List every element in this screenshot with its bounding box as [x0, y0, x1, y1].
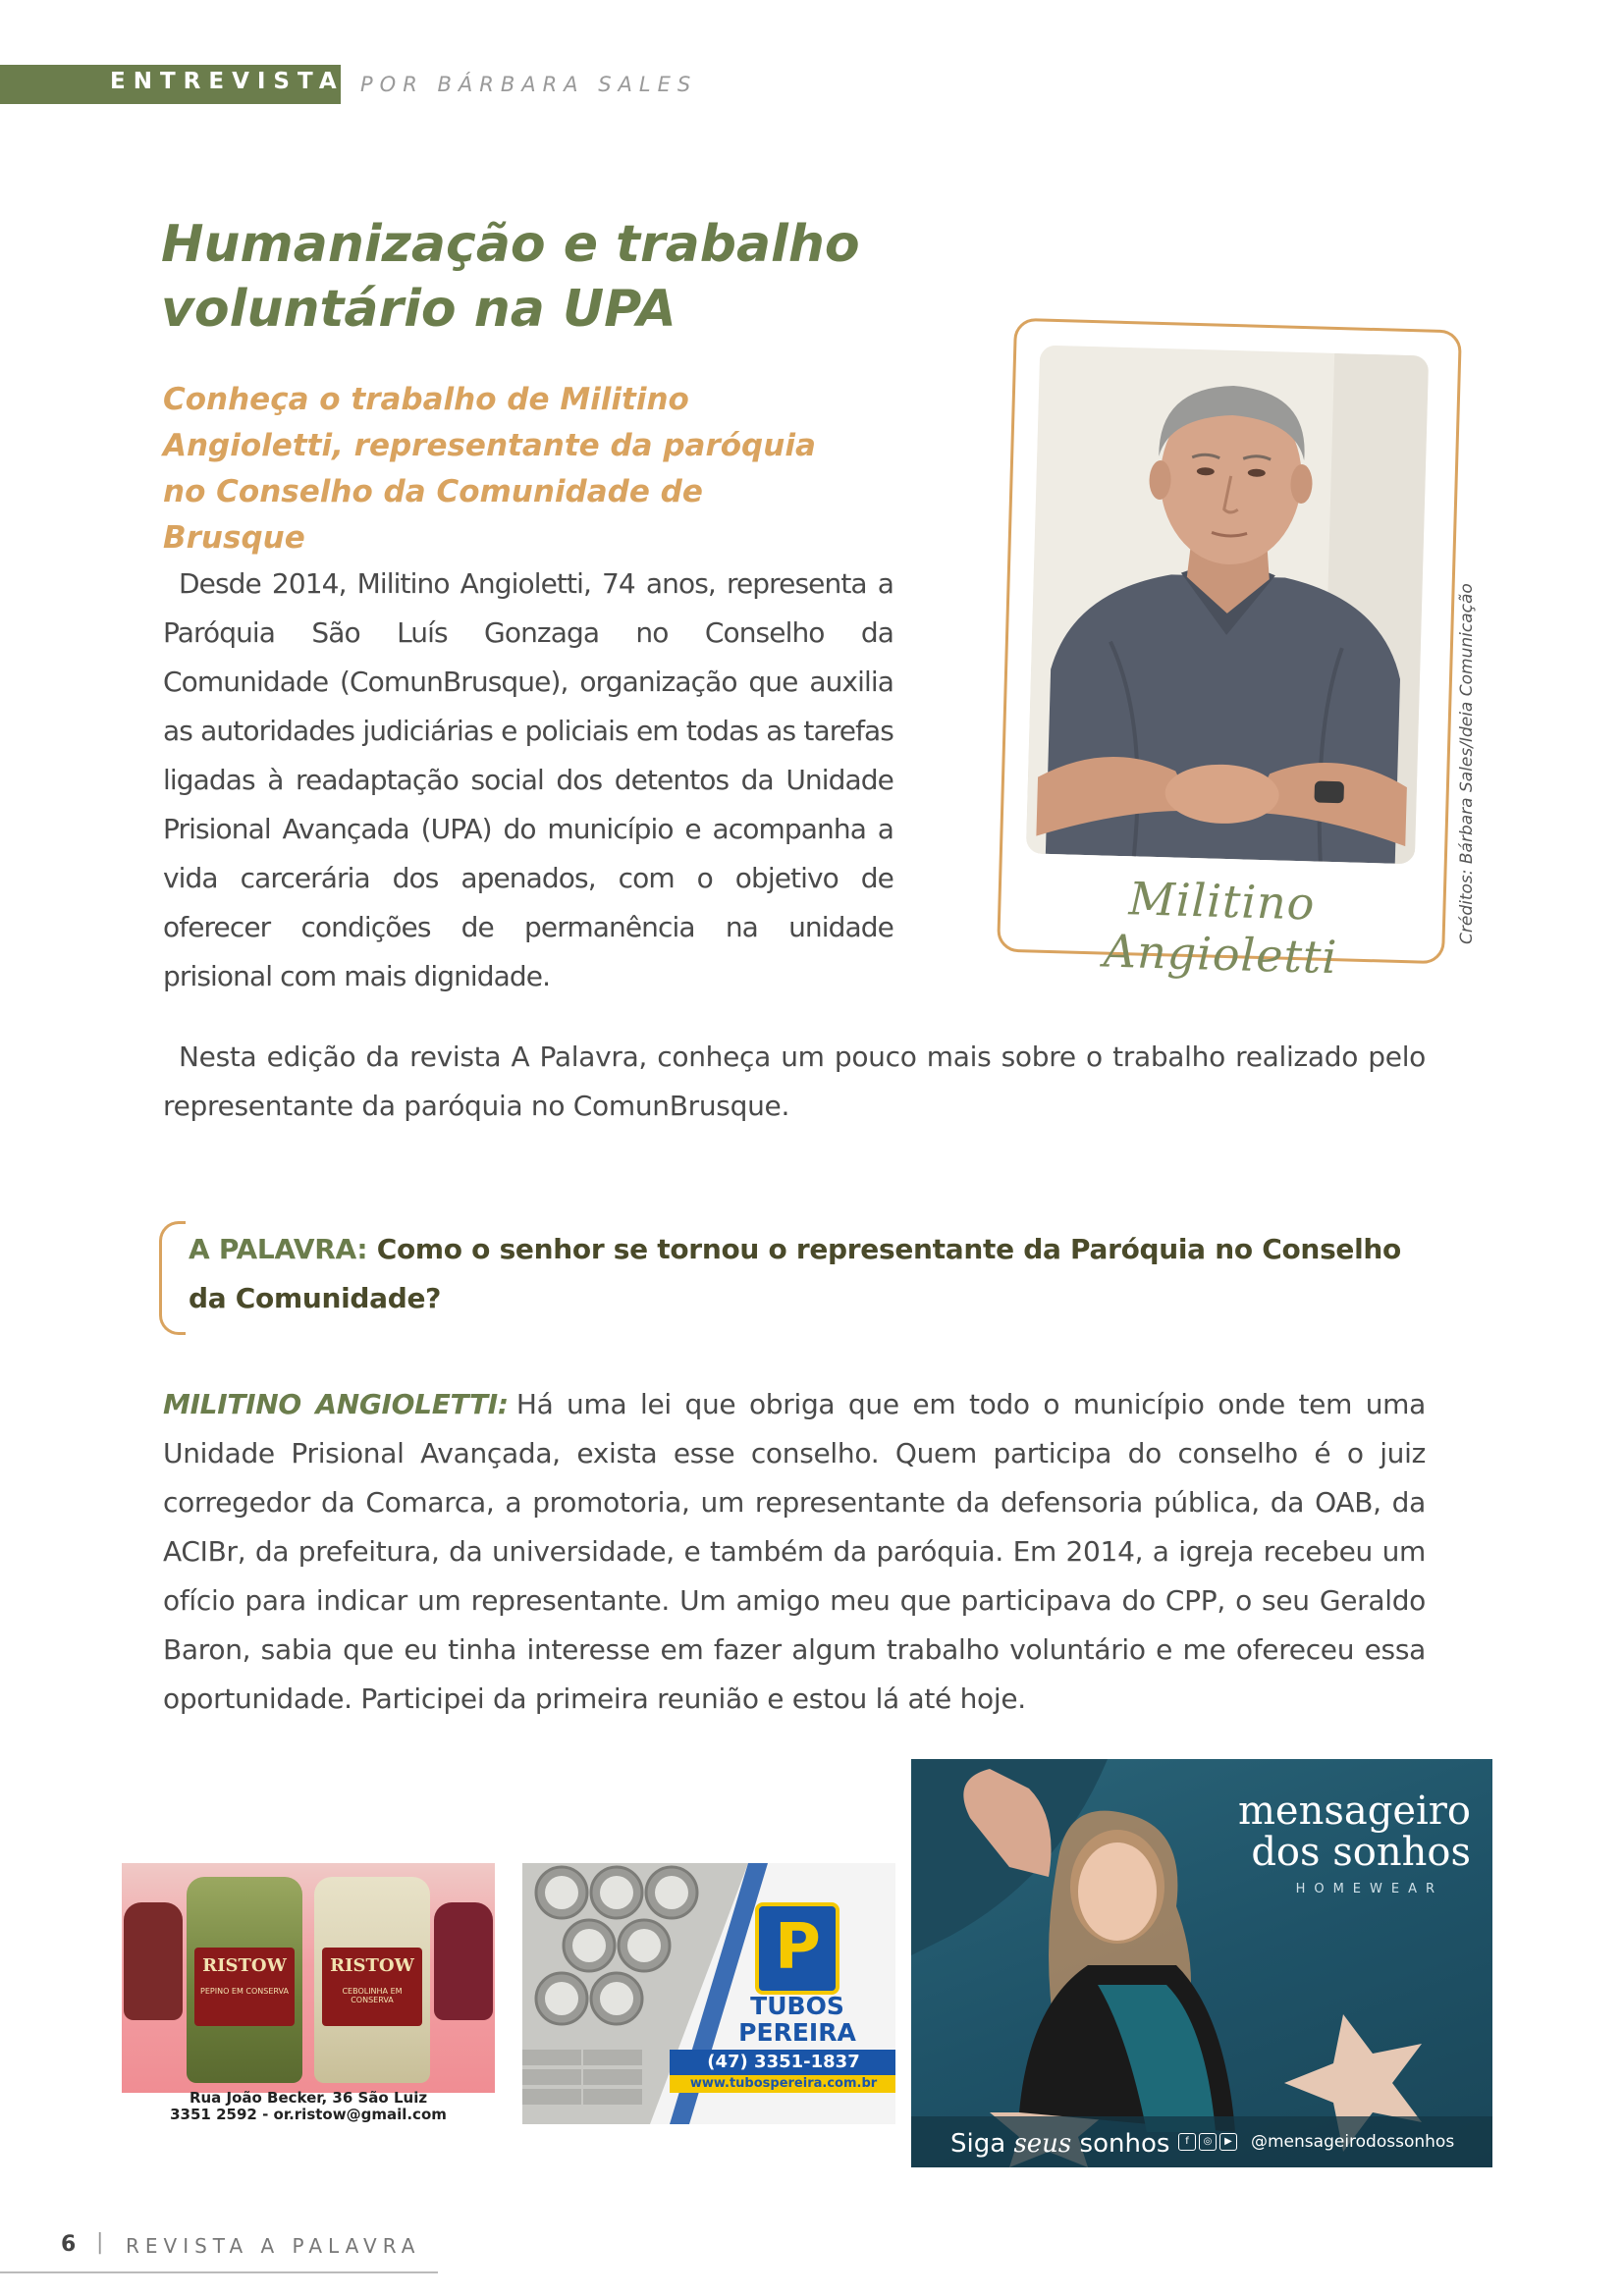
question-text: Como o senhor se tornou o representante da Paróquia no Conselho da Comunidade?	[189, 1233, 1401, 1314]
jar-onions	[314, 1877, 430, 2083]
mensageiro-tagline: HOMEWEAR	[1295, 1882, 1443, 1896]
social-icons	[1178, 2133, 1240, 2151]
ad-mensageiro-dos-sonhos[interactable]	[911, 1759, 1492, 2167]
portrait-illustration	[1026, 346, 1429, 865]
interview-question	[189, 1225, 1426, 1323]
mensageiro-brand-line1: mensageiro	[1237, 1789, 1471, 1834]
jar-pickles-brand: RISTOW	[202, 1955, 287, 1976]
jar-pickles	[187, 1877, 302, 2083]
page-number: 6	[61, 2232, 77, 2257]
ad-ristow[interactable]	[122, 1863, 495, 2124]
ad-ristow-contact: 3351 2592 - or.ristow@gmail.com	[170, 2106, 447, 2123]
youtube-icon[interactable]: ▶	[1219, 2133, 1237, 2151]
slogan-word-1: Siga	[950, 2129, 1006, 2159]
ad-ristow-address: Rua João Becker, 36 São Luiz	[189, 2089, 428, 2107]
answer-text: Há uma lei que obriga que em todo o município onde tem uma Unidade Prisional Avançada, exista esse conselho. Quem participa do conselho é o juiz corregedor da Comarca, a promotoria, um representante da defensoria pública, da OAB, da ACIBr, da prefeitura, da universidade, e também da paróquia. Em 2014, a igreja recebeu um ofício para indicar um representante. Um amigo meu que participava do CPP, o seu Geraldo Baron, sabia que eu tinha interesse em fazer algum trabalho voluntário e me ofereceu essa oportunidade. Participei da primeira reunião e estou lá até hoje.	[163, 1388, 1426, 1715]
tubos-phone: (47) 3351-1837	[670, 2050, 895, 2075]
second-paragraph: Nesta edição da revista A Palavra, conheça um pouco mais sobre o trabalho realizado pelo representante da paróquia no ComunBrusque.	[163, 1041, 1426, 1122]
facebook-icon[interactable]: f	[1178, 2133, 1196, 2151]
tubos-name	[724, 1993, 871, 2046]
ad-tubos-pereira[interactable]	[522, 1863, 895, 2124]
mensageiro-brand-line2: dos sonhos	[1251, 1830, 1471, 1875]
article-subtitle: Conheça o trabalho de Militino Angioletti, representante da paróquia no Conselho da Comunidade de Brusque	[163, 382, 816, 556]
jar-left-back	[124, 1902, 183, 2020]
question-label: A PALAVRA:	[189, 1233, 368, 1265]
tubos-logo-letter: P	[775, 1911, 821, 1984]
portrait-photo	[1026, 346, 1429, 865]
jar-onions-label: CEBOLINHA EM CONSERVA	[342, 1987, 403, 2004]
jar-onions-brand: RISTOW	[330, 1955, 414, 1976]
photo-credits: Créditos: Bárbara Sales/Ideia Comunicação	[1457, 583, 1477, 944]
answer-label: MILITINO ANGIOLETTI:	[163, 1388, 509, 1420]
signature: Militino Angioletti	[1103, 872, 1338, 985]
interview-answer	[163, 1380, 1426, 1724]
slogan-word-2: seus	[1013, 2129, 1072, 2159]
jar-right-back	[434, 1902, 493, 2020]
instagram-icon[interactable]: ◎	[1199, 2133, 1217, 2151]
tubos-logo	[755, 1902, 839, 1995]
footer-rule	[0, 2271, 438, 2273]
section-label: ENTREVISTA	[110, 69, 345, 94]
tubos-name-line2: PEREIRA	[738, 2018, 856, 2047]
jar-pickles-label: PEPINO EM CONSERVA	[200, 1987, 289, 1996]
magazine-name: REVISTA A PALAVRA	[126, 2234, 421, 2258]
question-bracket	[159, 1221, 186, 1335]
mensageiro-slogan	[950, 2129, 1169, 2159]
mensageiro-handle[interactable]: @mensageirodossonhos	[1251, 2132, 1455, 2152]
tubos-name-line1: TUBOS	[750, 1992, 844, 2020]
portrait-card	[997, 318, 1462, 985]
mensageiro-footer-band	[911, 2116, 1492, 2167]
author-byline: POR BÁRBARA SALES	[360, 73, 698, 96]
article-title: Humanização e trabalho voluntário na UPA	[161, 215, 860, 339]
slogan-word-3: sonhos	[1079, 2129, 1170, 2159]
tubos-site[interactable]: www.tubospereira.com.br	[670, 2075, 895, 2093]
footer-separator: |	[96, 2230, 104, 2255]
intro-paragraph: Desde 2014, Militino Angioletti, 74 anos, representa a Paróquia São Luís Gonzaga no Conselho da Comunidade (ComunBrusque), organização que auxilia as autoridades judiciárias e policiais em todas as tarefas ligadas à readaptação social dos detentos da Unidade Prisional Avançada (UPA) do município e acompanha a vida carcerária dos apenados, com o objetivo de oferecer condições de permanência na unidade prisional com mais dignidade.	[163, 567, 893, 992]
